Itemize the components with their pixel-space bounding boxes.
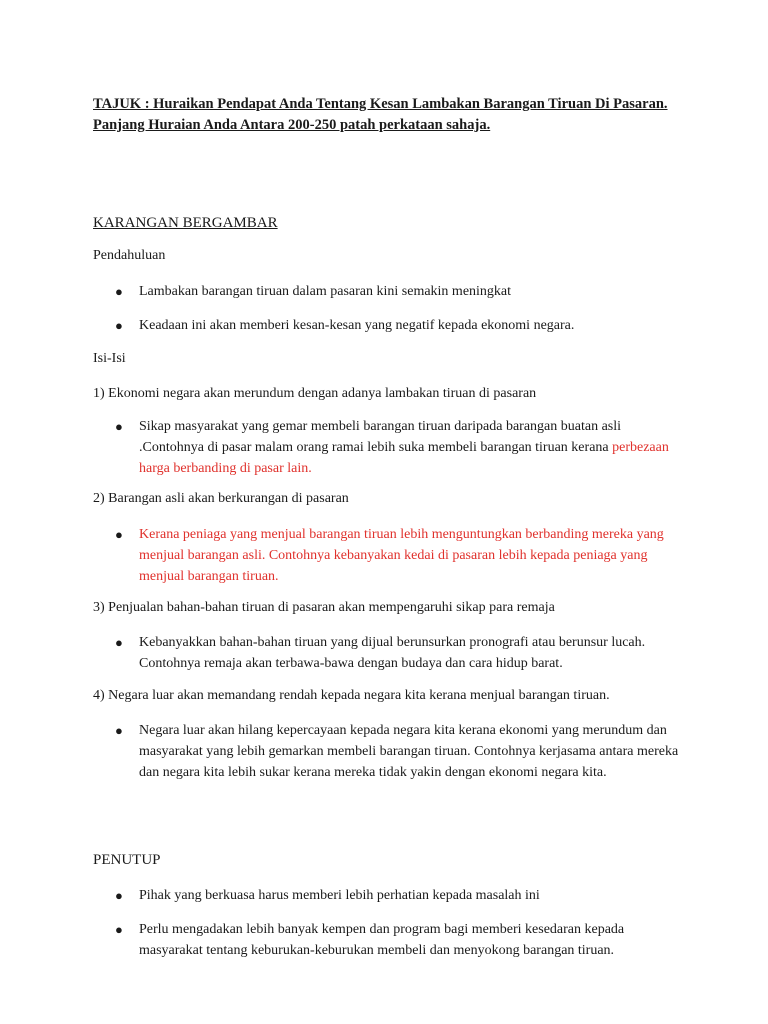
bullet-icon: ● <box>115 635 123 650</box>
bullet-icon: ● <box>115 318 123 333</box>
list-item-text-red: perbezaan harga berbanding di pasar lain. <box>139 440 669 476</box>
point-heading: 4) Negara luar akan memandang rendah kepada negara kita kerana menjual barangan tiruan. <box>93 688 610 703</box>
isi-label: Isi-Isi <box>93 351 126 366</box>
list-item <box>115 632 685 674</box>
list-item <box>115 416 685 479</box>
list-item-text: Kebanyakkan bahan-bahan tiruan yang dijual berunsurkan pronografi atau berunsur lucah. Contohnya remaja akan terbawa-bawa dengan budaya dan cara hidup barat. <box>139 635 646 671</box>
bullet-icon: ● <box>115 723 123 738</box>
list-item-text: Negara luar akan hilang kepercayaan kepada negara kita kerana ekonomi yang merundum dan masyarakat yang lebih gemarkan membeli barangan tiruan. Contohnya kerjasama antara mereka dan negara kita lebih sukar kerana mereka tidak yakin dengan ekonomi negara kita. <box>139 723 679 780</box>
list-item <box>115 885 685 906</box>
list-item <box>115 281 685 302</box>
list-item-text-red: Kerana peniaga yang menjual barangan tiruan lebih menguntungkan berbanding mereka yang menjual barangan asli. Contohnya kebanyakan kedai di pasaran lebih kepada peniaga yang menjual barangan tiruan. <box>139 527 664 584</box>
list-item-text <box>139 416 685 479</box>
penutup-label: PENUTUP <box>93 852 161 868</box>
point-heading: 3) Penjualan bahan-bahan tiruan di pasaran akan mempengaruhi sikap para remaja <box>93 600 555 615</box>
section-heading: KARANGAN BERGAMBAR <box>93 215 278 231</box>
point-heading: 2) Barangan asli akan berkurangan di pasaran <box>93 491 349 506</box>
list-item-text: Lambakan barangan tiruan dalam pasaran kini semakin meningkat <box>139 284 512 299</box>
bullet-icon: ● <box>115 419 123 434</box>
point-heading: 1) Ekonomi negara akan merundum dengan adanya lambakan tiruan di pasaran <box>93 386 537 401</box>
list-item-text: Pihak yang berkuasa harus memberi lebih perhatian kepada masalah ini <box>139 888 540 903</box>
bullet-icon: ● <box>115 888 123 903</box>
list-item-text-black: Sikap masyarakat yang gemar membeli barangan tiruan daripada barangan buatan asli .Contohnya di pasar malam orang ramai lebih suka membeli barangan tiruan kerana <box>139 419 622 455</box>
list-item <box>115 919 685 961</box>
pendahuluan-label: Pendahuluan <box>93 248 166 263</box>
page-title: TAJUK : Huraikan Pendapat Anda Tentang Kesan Lambakan Barangan Tiruan Di Pasaran. Panjang Huraian Anda Antara 200-250 patah perkataan sahaja. <box>93 96 668 133</box>
list-item <box>115 315 685 336</box>
list-item-text: Perlu mengadakan lebih banyak kempen dan program bagi memberi kesedaran kepada masyarakat tentang keburukan-keburukan membeli dan menyokong barangan tiruan. <box>139 922 625 958</box>
bullet-icon: ● <box>115 922 123 937</box>
bullet-icon: ● <box>115 527 123 542</box>
list-item-text: Keadaan ini akan memberi kesan-kesan yang negatif kepada ekonomi negara. <box>139 318 575 333</box>
list-item <box>115 720 685 783</box>
list-item <box>115 524 685 587</box>
bullet-icon: ● <box>115 284 123 299</box>
